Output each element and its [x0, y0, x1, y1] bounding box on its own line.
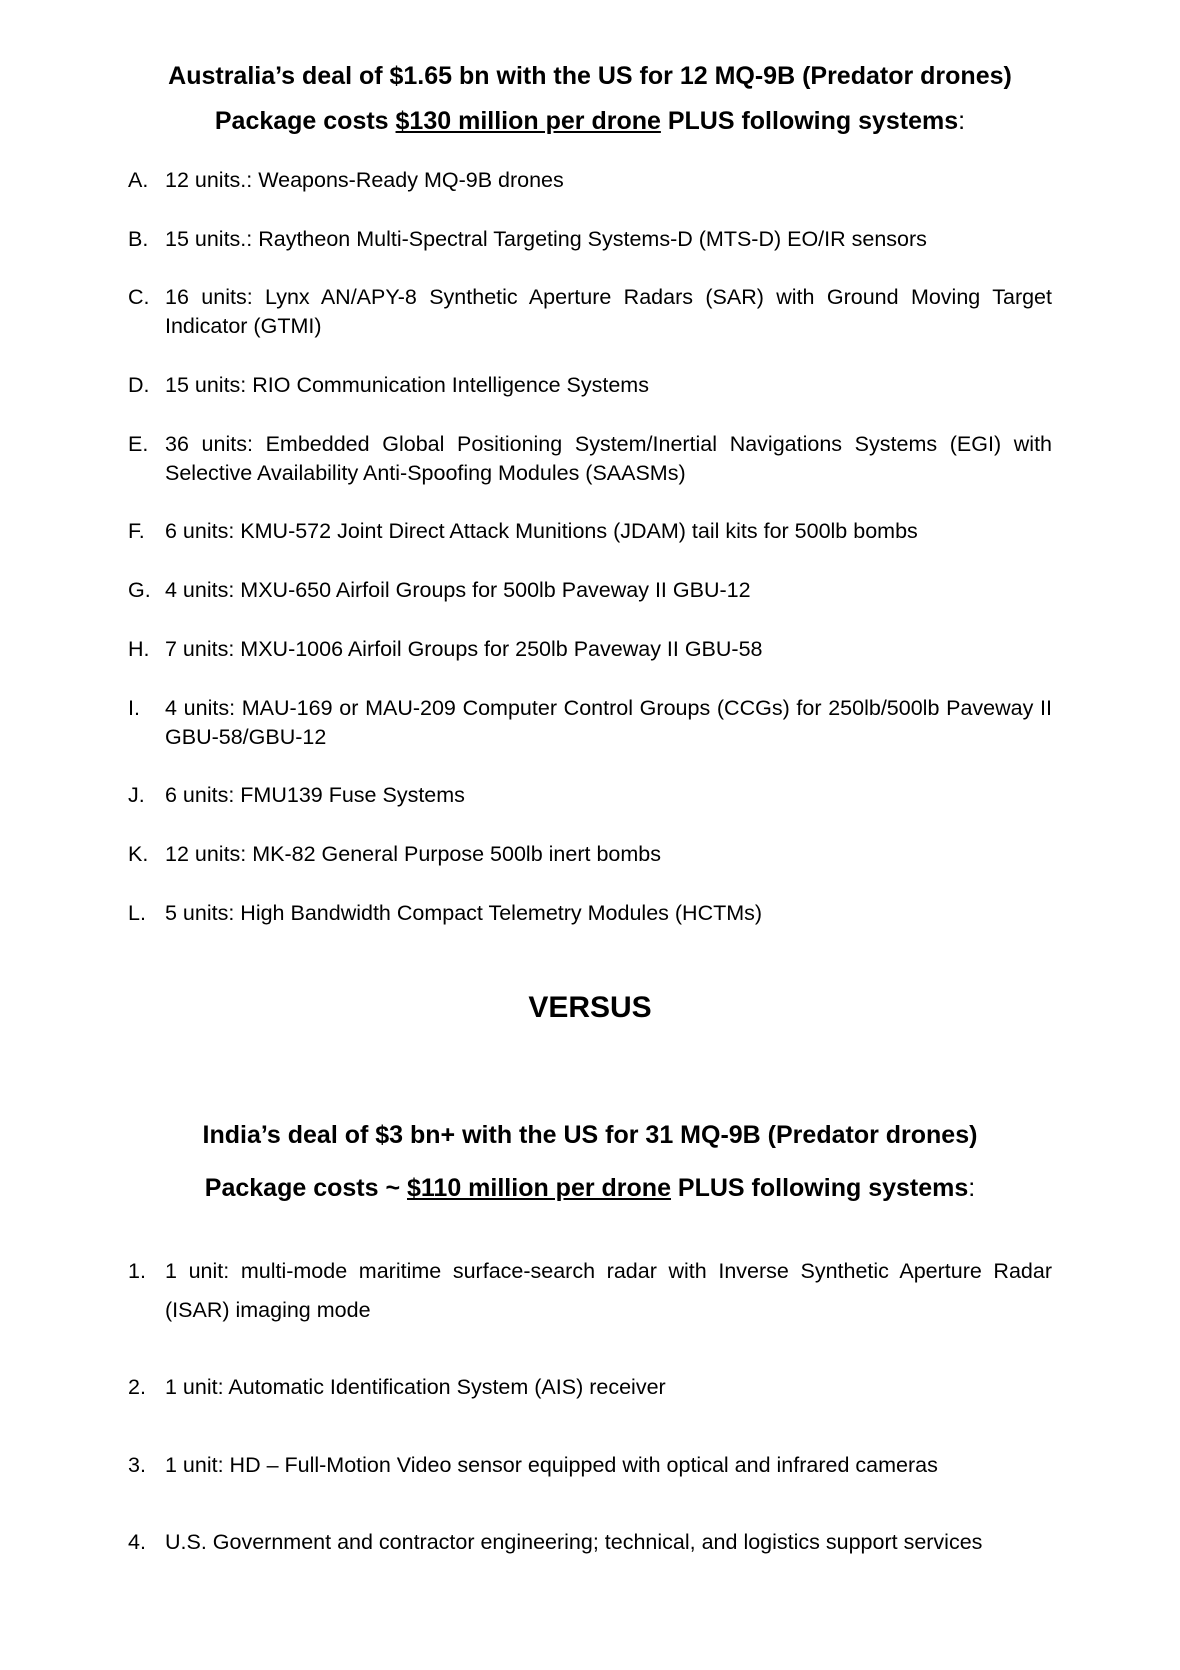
- list-marker: I.: [128, 695, 140, 720]
- list-item-text: 6 units: FMU139 Fuse Systems: [165, 783, 465, 808]
- list-item-text: 5 units: High Bandwidth Compact Telemetry Modules (HCTMs): [165, 900, 763, 925]
- list-item-text: 36 units: Embedded Global Positioning System/Inertial Navigations Systems (EGI) with Selective Availability Anti-Spoofing Modules (SAASMs): [165, 431, 1052, 485]
- list-item-text: 15 units.: Raytheon Multi-Spectral Targeting Systems-D (MTS-D) EO/IR sensors: [165, 226, 927, 251]
- list-item-text: 4 units: MXU-650 Airfoil Groups for 500lb Paveway II GBU-12: [165, 578, 751, 603]
- list-marker: 2.: [128, 1375, 146, 1399]
- list-item-text: 12 units.: Weapons-Ready MQ-9B drones: [165, 168, 564, 192]
- australia-item-j: [128, 781, 1052, 810]
- australia-heading-prefix: Package costs: [214, 107, 396, 135]
- australia-item-i: [128, 694, 1052, 752]
- australia-item-k: [128, 840, 1052, 869]
- australia-item-e: [128, 430, 1052, 488]
- india-item-4: [128, 1523, 1052, 1562]
- list-item-text: U.S. Government and contractor engineering; technical, and logistics support services: [165, 1530, 983, 1554]
- list-marker: J.: [128, 783, 145, 808]
- australia-heading-line2: [0, 106, 1180, 136]
- india-heading-line1: India’s deal of $3 bn+ with the US for 31 MQ-9B (Predator drones): [202, 1121, 978, 1149]
- list-item-text: 1 unit: HD – Full-Motion Video sensor equipped with optical and infrared cameras: [165, 1453, 938, 1477]
- india-heading-line2: [0, 1173, 1180, 1203]
- australia-systems-list: [128, 166, 1052, 957]
- list-item-text: 12 units: MK-82 General Purpose 500lb inert bombs: [165, 841, 661, 866]
- list-item-text: 6 units: KMU-572 Joint Direct Attack Munitions (JDAM) tail kits for 500lb bombs: [165, 519, 918, 544]
- australia-price-per-drone: $130 million per drone: [395, 107, 661, 135]
- australia-item-d: [128, 371, 1052, 400]
- australia-heading-colon: :: [958, 107, 966, 135]
- list-marker: F.: [128, 519, 145, 544]
- india-heading-prefix: Package costs ~: [204, 1174, 407, 1202]
- india-heading-colon: :: [968, 1174, 976, 1202]
- list-marker: K.: [128, 841, 149, 866]
- australia-item-g: [128, 576, 1052, 605]
- australia-item-c: [128, 283, 1052, 341]
- australia-item-l: [128, 899, 1052, 928]
- list-marker: 3.: [128, 1453, 146, 1477]
- list-item-text: 7 units: MXU-1006 Airfoil Groups for 250lb Paveway II GBU-58: [165, 636, 763, 661]
- australia-heading-line1: Australia’s deal of $1.65 bn with the US for 12 MQ-9B (Predator drones): [168, 62, 1012, 90]
- list-marker: C.: [128, 285, 150, 310]
- india-heading-suffix: PLUS following systems: [670, 1174, 969, 1202]
- list-marker: E.: [128, 431, 149, 456]
- australia-heading-suffix: PLUS following systems: [660, 107, 959, 135]
- australia-item-f: [128, 517, 1052, 546]
- list-marker: 1.: [128, 1259, 146, 1283]
- list-marker: A.: [128, 168, 149, 192]
- india-systems-list: [128, 1252, 1052, 1562]
- list-marker: B.: [128, 226, 149, 251]
- versus-label: VERSUS: [528, 991, 652, 1024]
- list-marker: D.: [128, 373, 150, 398]
- list-marker: L.: [128, 900, 146, 925]
- india-item-3: [128, 1446, 1052, 1485]
- list-marker: G.: [128, 578, 151, 603]
- australia-item-a: [128, 166, 1052, 195]
- australia-item-h: [128, 635, 1052, 664]
- india-item-1: [128, 1252, 1052, 1330]
- australia-item-b: [128, 225, 1052, 254]
- list-marker: 4.: [128, 1530, 146, 1554]
- india-price-per-drone: $110 million per drone: [407, 1174, 671, 1202]
- list-item-text: 1 unit: multi-mode maritime surface-search radar with Inverse Synthetic Aperture Radar (ISAR) imaging mode: [165, 1259, 1052, 1322]
- list-item-text: 15 units: RIO Communication Intelligence Systems: [165, 373, 649, 398]
- list-item-text: 1 unit: Automatic Identification System (AIS) receiver: [165, 1375, 666, 1399]
- list-item-text: 16 units: Lynx AN/APY-8 Synthetic Aperture Radars (SAR) with Ground Moving Target Indicator (GTMI): [165, 285, 1052, 339]
- list-item-text: 4 units: MAU-169 or MAU-209 Computer Control Groups (CCGs) for 250lb/500lb Paveway II GBU-58/GBU-12: [165, 695, 1052, 749]
- india-item-2: [128, 1368, 1052, 1407]
- list-marker: H.: [128, 636, 150, 661]
